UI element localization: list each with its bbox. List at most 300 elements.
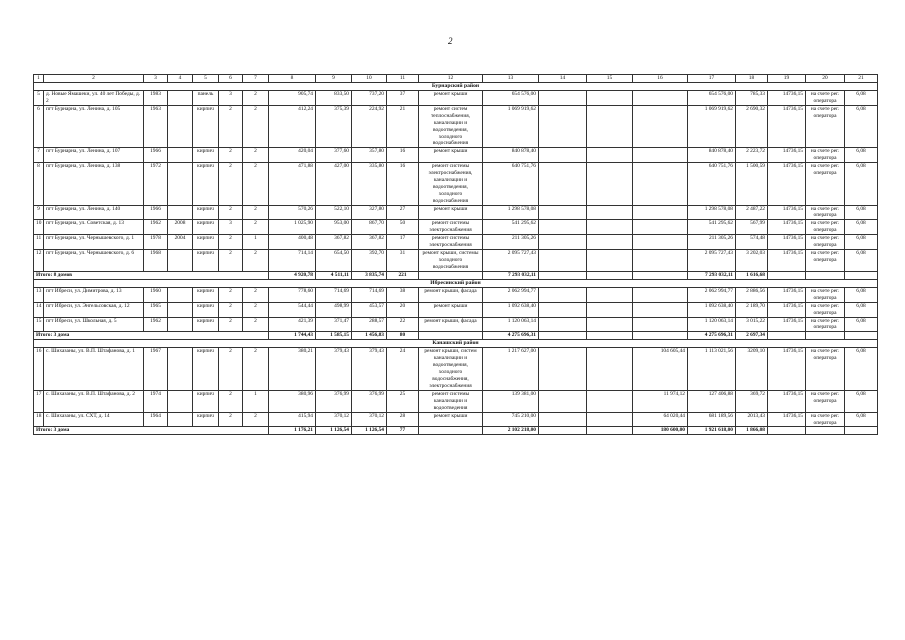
col14-cell bbox=[539, 412, 587, 427]
col17-cell: 2 095 727,43 bbox=[688, 250, 736, 272]
wall-material-cell: кирпич bbox=[193, 302, 219, 317]
cost-cell: 1 069 919,62 bbox=[483, 105, 539, 147]
col19-cell: 14736,15 bbox=[768, 91, 806, 106]
register-table bbox=[33, 74, 878, 435]
subtotal-label: Итого: 3 дома bbox=[34, 332, 269, 340]
table-row bbox=[34, 412, 878, 427]
table-row bbox=[34, 148, 878, 163]
col17-cell: 840 878,40 bbox=[688, 148, 736, 163]
living-area-cell: 379,43 bbox=[316, 348, 352, 390]
work-type-cell: ремонт крыши bbox=[419, 205, 483, 220]
floors-cell: 2 bbox=[219, 302, 243, 317]
total-area-cell: 415,94 bbox=[269, 412, 316, 427]
column-number: 15 bbox=[587, 75, 633, 83]
deadline-cell: 6,08 bbox=[845, 205, 878, 220]
total-area-cell: 544,44 bbox=[269, 302, 316, 317]
wall-material-cell: кирпич bbox=[193, 220, 219, 235]
entrances-cell: 2 bbox=[243, 105, 269, 147]
col16-cell bbox=[633, 205, 688, 220]
residential-area-cell: 376,99 bbox=[352, 390, 387, 412]
subtotal-total-area: 1 176,21 bbox=[269, 427, 316, 435]
col15-cell bbox=[587, 148, 633, 163]
work-type-cell: ремонт системы электроснабжения bbox=[419, 235, 483, 250]
renovation-year-cell bbox=[168, 317, 193, 332]
empty-cell bbox=[845, 427, 878, 435]
year-built-cell: 1967 bbox=[144, 348, 168, 390]
fund-method-cell: на счете рег. оператора bbox=[806, 390, 845, 412]
living-area-cell: 953,00 bbox=[316, 220, 352, 235]
col14-cell bbox=[539, 317, 587, 332]
subtotal-row bbox=[34, 427, 878, 435]
residents-cell: 25 bbox=[387, 390, 419, 412]
row-number: 16 bbox=[34, 348, 44, 390]
col16-cell bbox=[633, 91, 688, 106]
column-number: 2 bbox=[44, 75, 144, 83]
column-number: 1 bbox=[34, 75, 44, 83]
address-cell: д. Новые Ямашеки, ул. 40 лет Победы, д. 2 bbox=[44, 91, 144, 106]
col14-cell bbox=[539, 205, 587, 220]
renovation-year-cell bbox=[168, 250, 193, 272]
col14-cell bbox=[539, 91, 587, 106]
column-number: 18 bbox=[736, 75, 768, 83]
col15-cell bbox=[587, 302, 633, 317]
subtotal-residents: 80 bbox=[387, 332, 419, 340]
renovation-year-cell bbox=[168, 390, 193, 412]
work-type-cell: ремонт крыши, фасада bbox=[419, 317, 483, 332]
living-area-cell: 522,10 bbox=[316, 205, 352, 220]
work-type-cell: ремонт систем теплоснабжения, канализации и водоотведения, холодного водоснабжения bbox=[419, 105, 483, 147]
work-type-cell: ремонт крыши bbox=[419, 91, 483, 106]
cost-cell: 1 298 578,08 bbox=[483, 205, 539, 220]
empty-cell bbox=[768, 332, 806, 340]
col17-cell: 1 120 063,14 bbox=[688, 317, 736, 332]
col17-cell: 681 189,56 bbox=[688, 412, 736, 427]
wall-material-cell: кирпич bbox=[193, 163, 219, 205]
wall-material-cell: кирпич bbox=[193, 348, 219, 390]
row-number: 10 bbox=[34, 220, 44, 235]
column-number: 3 bbox=[144, 75, 168, 83]
empty-cell bbox=[419, 427, 483, 435]
col19-cell: 14736,15 bbox=[768, 163, 806, 205]
deadline-cell: 6,08 bbox=[845, 105, 878, 147]
col14-cell bbox=[539, 163, 587, 205]
column-number: 13 bbox=[483, 75, 539, 83]
cost-cell: 541 295,62 bbox=[483, 220, 539, 235]
renovation-year-cell: 2004 bbox=[168, 235, 193, 250]
column-number: 17 bbox=[688, 75, 736, 83]
table-row bbox=[34, 91, 878, 106]
entrances-cell: 2 bbox=[243, 220, 269, 235]
cost-cell: 211 305,26 bbox=[483, 235, 539, 250]
col19-cell: 14736,15 bbox=[768, 412, 806, 427]
year-built-cell: 1978 bbox=[144, 235, 168, 250]
living-area-cell: 498,99 bbox=[316, 302, 352, 317]
empty-cell bbox=[539, 427, 587, 435]
subtotal-living-area: 4 511,11 bbox=[316, 271, 352, 279]
renovation-year-cell bbox=[168, 205, 193, 220]
residential-area-cell: 335,80 bbox=[352, 163, 387, 205]
row-number: 6 bbox=[34, 105, 44, 147]
column-number: 6 bbox=[219, 75, 243, 83]
fund-method-cell: на счете рег. оператора bbox=[806, 91, 845, 106]
col17-cell: 211 305,26 bbox=[688, 235, 736, 250]
residents-cell: 38 bbox=[387, 287, 419, 302]
subtotal-col16: 180 600,00 bbox=[633, 427, 688, 435]
column-number: 5 bbox=[193, 75, 219, 83]
col15-cell bbox=[587, 317, 633, 332]
subtotal-col16 bbox=[633, 332, 688, 340]
residential-area-cell: 453,57 bbox=[352, 302, 387, 317]
col15-cell bbox=[587, 91, 633, 106]
residential-area-cell: 867,70 bbox=[352, 220, 387, 235]
address-cell: пгт Бурнарна, ул. Ленина, д. 140 bbox=[44, 205, 144, 220]
fund-method-cell: на счете рег. оператора bbox=[806, 148, 845, 163]
table-row bbox=[34, 390, 878, 412]
col19-cell: 14736,15 bbox=[768, 390, 806, 412]
residents-cell: 27 bbox=[387, 205, 419, 220]
deadline-cell: 6,08 bbox=[845, 91, 878, 106]
renovation-year-cell bbox=[168, 348, 193, 390]
residents-cell: 28 bbox=[387, 412, 419, 427]
col18-cell: 567,99 bbox=[736, 220, 768, 235]
subtotal-residents: 221 bbox=[387, 271, 419, 279]
total-area-cell: 420,04 bbox=[269, 148, 316, 163]
deadline-cell: 6,08 bbox=[845, 348, 878, 390]
floors-cell: 2 bbox=[219, 163, 243, 205]
work-type-cell: ремонт системы электроснабжения, канализации и водоотведения, холодного водоснабжения bbox=[419, 163, 483, 205]
renovation-year-cell bbox=[168, 163, 193, 205]
fund-method-cell: на счете рег. оператора bbox=[806, 220, 845, 235]
col15-cell bbox=[587, 412, 633, 427]
total-area-cell: 471,88 bbox=[269, 163, 316, 205]
year-built-cell: 1960 bbox=[144, 287, 168, 302]
deadline-cell: 6,08 bbox=[845, 302, 878, 317]
subtotal-living-area: 1 585,15 bbox=[316, 332, 352, 340]
column-number: 16 bbox=[633, 75, 688, 83]
entrances-cell: 2 bbox=[243, 250, 269, 272]
col18-cell: 2 886,56 bbox=[736, 287, 768, 302]
col16-cell bbox=[633, 105, 688, 147]
deadline-cell: 6,08 bbox=[845, 317, 878, 332]
floors-cell: 2 bbox=[219, 390, 243, 412]
total-area-cell: 1 025,90 bbox=[269, 220, 316, 235]
col14-cell bbox=[539, 105, 587, 147]
renovation-year-cell bbox=[168, 287, 193, 302]
fund-method-cell: на счете рег. оператора bbox=[806, 250, 845, 272]
row-number: 18 bbox=[34, 412, 44, 427]
column-number: 12 bbox=[419, 75, 483, 83]
row-number: 7 bbox=[34, 148, 44, 163]
table-row bbox=[34, 163, 878, 205]
residential-area-cell: 379,43 bbox=[352, 348, 387, 390]
deadline-cell: 6,08 bbox=[845, 148, 878, 163]
year-built-cell: 1962 bbox=[144, 220, 168, 235]
residential-area-cell: 737,20 bbox=[352, 91, 387, 106]
residents-cell: 21 bbox=[387, 105, 419, 147]
cost-cell: 654 576,00 bbox=[483, 91, 539, 106]
row-number: 11 bbox=[34, 235, 44, 250]
empty-cell bbox=[768, 271, 806, 279]
col16-cell bbox=[633, 287, 688, 302]
living-area-cell: 375,39 bbox=[316, 105, 352, 147]
row-number: 8 bbox=[34, 163, 44, 205]
address-cell: пгт Ибреси, ул. Энгельсовская, д. 12 bbox=[44, 302, 144, 317]
col19-cell: 14736,15 bbox=[768, 287, 806, 302]
year-built-cell: 1964 bbox=[144, 412, 168, 427]
empty-cell bbox=[845, 271, 878, 279]
address-cell: пгт Бурнарна, ул. Чернышевского, д. 6 bbox=[44, 250, 144, 272]
col17-cell: 1 069 919,62 bbox=[688, 105, 736, 147]
wall-material-cell: кирпич bbox=[193, 317, 219, 332]
col18-cell: 2 487,22 bbox=[736, 205, 768, 220]
year-built-cell: 1974 bbox=[144, 390, 168, 412]
col16-cell bbox=[633, 220, 688, 235]
floors-cell: 2 bbox=[219, 412, 243, 427]
floors-cell: 2 bbox=[219, 348, 243, 390]
fund-method-cell: на счете рег. оператора bbox=[806, 163, 845, 205]
empty-cell bbox=[587, 271, 633, 279]
subtotal-col17: 1 921 618,00 bbox=[688, 427, 736, 435]
table-row bbox=[34, 348, 878, 390]
region-name: Ибресинский район bbox=[34, 279, 878, 287]
residents-cell: 17 bbox=[387, 235, 419, 250]
row-number: 15 bbox=[34, 317, 44, 332]
col16-cell bbox=[633, 250, 688, 272]
subtotal-residential-area: 1 126,54 bbox=[352, 427, 387, 435]
empty-cell bbox=[806, 271, 845, 279]
col16-cell: 104 605,44 bbox=[633, 348, 688, 390]
table-row bbox=[34, 250, 878, 272]
entrances-cell: 2 bbox=[243, 287, 269, 302]
fund-method-cell: на счете рег. оператора bbox=[806, 235, 845, 250]
col14-cell bbox=[539, 250, 587, 272]
empty-cell bbox=[806, 427, 845, 435]
living-area-cell: 714,69 bbox=[316, 287, 352, 302]
col14-cell bbox=[539, 220, 587, 235]
subtotal-col18: 2 697,34 bbox=[736, 332, 768, 340]
deadline-cell: 6,08 bbox=[845, 412, 878, 427]
entrances-cell: 2 bbox=[243, 412, 269, 427]
residents-cell: 16 bbox=[387, 148, 419, 163]
col15-cell bbox=[587, 105, 633, 147]
year-built-cell: 1983 bbox=[144, 91, 168, 106]
column-number: 4 bbox=[168, 75, 193, 83]
col19-cell: 14736,15 bbox=[768, 348, 806, 390]
column-number: 8 bbox=[269, 75, 316, 83]
wall-material-cell: кирпич bbox=[193, 148, 219, 163]
subtotal-col16 bbox=[633, 271, 688, 279]
col17-cell: 1 113 021,56 bbox=[688, 348, 736, 390]
row-number: 9 bbox=[34, 205, 44, 220]
column-number: 21 bbox=[845, 75, 878, 83]
work-type-cell: ремонт системы электроснабжения bbox=[419, 220, 483, 235]
region-name: Канашский район bbox=[34, 340, 878, 348]
work-type-cell: ремонт крыши bbox=[419, 148, 483, 163]
address-cell: с. Шихазаны, ул. В.П. Штафанова, д. 1 bbox=[44, 348, 144, 390]
empty-cell bbox=[768, 427, 806, 435]
col18-cell: 3 202,03 bbox=[736, 250, 768, 272]
col15-cell bbox=[587, 390, 633, 412]
col17-cell: 541 295,62 bbox=[688, 220, 736, 235]
empty-cell bbox=[419, 332, 483, 340]
col15-cell bbox=[587, 220, 633, 235]
wall-material-cell: кирпич bbox=[193, 235, 219, 250]
work-type-cell: ремонт крыши, фасада bbox=[419, 287, 483, 302]
region-row bbox=[34, 279, 878, 287]
col14-cell bbox=[539, 302, 587, 317]
work-type-cell: ремонт крыши bbox=[419, 412, 483, 427]
cost-cell: 1 217 627,00 bbox=[483, 348, 539, 390]
living-area-cell: 376,99 bbox=[316, 390, 352, 412]
col17-cell: 1 298 578,08 bbox=[688, 205, 736, 220]
wall-material-cell: кирпич bbox=[193, 412, 219, 427]
subtotal-row bbox=[34, 332, 878, 340]
deadline-cell: 6,08 bbox=[845, 163, 878, 205]
col19-cell: 14736,15 bbox=[768, 317, 806, 332]
wall-material-cell: панель bbox=[193, 91, 219, 106]
empty-cell bbox=[587, 332, 633, 340]
region-name: Бурнарский район bbox=[34, 82, 878, 90]
residents-cell: 37 bbox=[387, 91, 419, 106]
residential-area-cell: 367,82 bbox=[352, 235, 387, 250]
empty-cell bbox=[806, 332, 845, 340]
subtotal-cost: 4 275 696,31 bbox=[483, 332, 539, 340]
address-cell: пгт Бурнарна, ул. Чернышевского, д. 1 bbox=[44, 235, 144, 250]
fund-method-cell: на счете рег. оператора bbox=[806, 205, 845, 220]
floors-cell: 2 bbox=[219, 105, 243, 147]
residential-area-cell: 714,69 bbox=[352, 287, 387, 302]
col18-cell: 1 500,59 bbox=[736, 163, 768, 205]
wall-material-cell: кирпич bbox=[193, 205, 219, 220]
cost-cell: 2 062 994,77 bbox=[483, 287, 539, 302]
row-number: 5 bbox=[34, 91, 44, 106]
row-number: 12 bbox=[34, 250, 44, 272]
cost-cell: 1 092 638,40 bbox=[483, 302, 539, 317]
table-row bbox=[34, 302, 878, 317]
living-area-cell: 427,00 bbox=[316, 163, 352, 205]
table-row bbox=[34, 220, 878, 235]
residential-area-cell: 288,57 bbox=[352, 317, 387, 332]
table-row bbox=[34, 317, 878, 332]
subtotal-cost: 2 102 218,00 bbox=[483, 427, 539, 435]
col17-cell: 2 062 994,77 bbox=[688, 287, 736, 302]
col19-cell: 14736,15 bbox=[768, 235, 806, 250]
col18-cell: 2 690,32 bbox=[736, 105, 768, 147]
floors-cell: 2 bbox=[219, 287, 243, 302]
subtotal-residents: 77 bbox=[387, 427, 419, 435]
fund-method-cell: на счете рег. оператора bbox=[806, 412, 845, 427]
wall-material-cell: кирпич bbox=[193, 390, 219, 412]
column-number: 10 bbox=[352, 75, 387, 83]
col19-cell: 14736,15 bbox=[768, 105, 806, 147]
column-number: 7 bbox=[243, 75, 269, 83]
column-number: 14 bbox=[539, 75, 587, 83]
entrances-cell: 2 bbox=[243, 348, 269, 390]
deadline-cell: 6,08 bbox=[845, 250, 878, 272]
entrances-cell: 2 bbox=[243, 302, 269, 317]
cost-cell: 2 095 727,43 bbox=[483, 250, 539, 272]
total-area-cell: 778,60 bbox=[269, 287, 316, 302]
table-row bbox=[34, 287, 878, 302]
column-number: 19 bbox=[768, 75, 806, 83]
col18-cell: 3209,10 bbox=[736, 348, 768, 390]
region-row bbox=[34, 340, 878, 348]
deadline-cell: 6,08 bbox=[845, 287, 878, 302]
renovation-year-cell bbox=[168, 412, 193, 427]
subtotal-col18: 1 616,68 bbox=[736, 271, 768, 279]
cost-cell: 640 751,76 bbox=[483, 163, 539, 205]
empty-cell bbox=[539, 332, 587, 340]
cost-cell: 1 120 063,14 bbox=[483, 317, 539, 332]
col16-cell bbox=[633, 148, 688, 163]
entrances-cell: 2 bbox=[243, 91, 269, 106]
empty-cell bbox=[419, 271, 483, 279]
col14-cell bbox=[539, 390, 587, 412]
address-cell: пгт Бурнарна, ул. Ленина, д. 138 bbox=[44, 163, 144, 205]
entrances-cell: 2 bbox=[243, 148, 269, 163]
col17-cell: 654 576,00 bbox=[688, 91, 736, 106]
address-cell: пгт Ибреси, ул. Школьная, д. 5 bbox=[44, 317, 144, 332]
address-cell: с. Шихазаны, ул. СХТ, д. 14 bbox=[44, 412, 144, 427]
entrances-cell: 2 bbox=[243, 163, 269, 205]
col18-cell: 3 015,22 bbox=[736, 317, 768, 332]
address-cell: пгт Ибреси, ул. Димитрова, д. 13 bbox=[44, 287, 144, 302]
col16-cell bbox=[633, 163, 688, 205]
living-area-cell: 654,50 bbox=[316, 250, 352, 272]
col14-cell bbox=[539, 348, 587, 390]
col16-cell bbox=[633, 317, 688, 332]
residents-cell: 16 bbox=[387, 163, 419, 205]
fund-method-cell: на счете рег. оператора bbox=[806, 317, 845, 332]
col18-cell: 574,48 bbox=[736, 235, 768, 250]
row-number: 13 bbox=[34, 287, 44, 302]
table-row bbox=[34, 235, 878, 250]
total-area-cell: 570,26 bbox=[269, 205, 316, 220]
row-number: 14 bbox=[34, 302, 44, 317]
wall-material-cell: кирпич bbox=[193, 250, 219, 272]
deadline-cell: 6,08 bbox=[845, 220, 878, 235]
year-built-cell: 1968 bbox=[144, 250, 168, 272]
total-area-cell: 380,21 bbox=[269, 348, 316, 390]
col16-cell bbox=[633, 235, 688, 250]
fund-method-cell: на счете рег. оператора bbox=[806, 348, 845, 390]
fund-method-cell: на счете рег. оператора bbox=[806, 105, 845, 147]
col18-cell: 2 189,70 bbox=[736, 302, 768, 317]
residents-cell: 50 bbox=[387, 220, 419, 235]
year-built-cell: 1966 bbox=[144, 148, 168, 163]
living-area-cell: 377,60 bbox=[316, 148, 352, 163]
total-area-cell: 380,96 bbox=[269, 390, 316, 412]
empty-cell bbox=[845, 332, 878, 340]
subtotal-total-area: 1 744,43 bbox=[269, 332, 316, 340]
floors-cell: 3 bbox=[219, 91, 243, 106]
table-row bbox=[34, 105, 878, 147]
page-number: 2 bbox=[448, 36, 453, 46]
col18-cell: 2013,43 bbox=[736, 412, 768, 427]
cost-cell: 745 210,00 bbox=[483, 412, 539, 427]
subtotal-residential-area: 3 835,74 bbox=[352, 271, 387, 279]
col18-cell: 369,72 bbox=[736, 390, 768, 412]
subtotal-col17: 7 293 032,11 bbox=[688, 271, 736, 279]
col17-cell: 127 406,88 bbox=[688, 390, 736, 412]
entrances-cell: 2 bbox=[243, 317, 269, 332]
renovation-year-cell bbox=[168, 91, 193, 106]
floors-cell: 3 bbox=[219, 220, 243, 235]
col14-cell bbox=[539, 287, 587, 302]
wall-material-cell: кирпич bbox=[193, 287, 219, 302]
work-type-cell: ремонт крыши bbox=[419, 302, 483, 317]
entrances-cell: 1 bbox=[243, 235, 269, 250]
